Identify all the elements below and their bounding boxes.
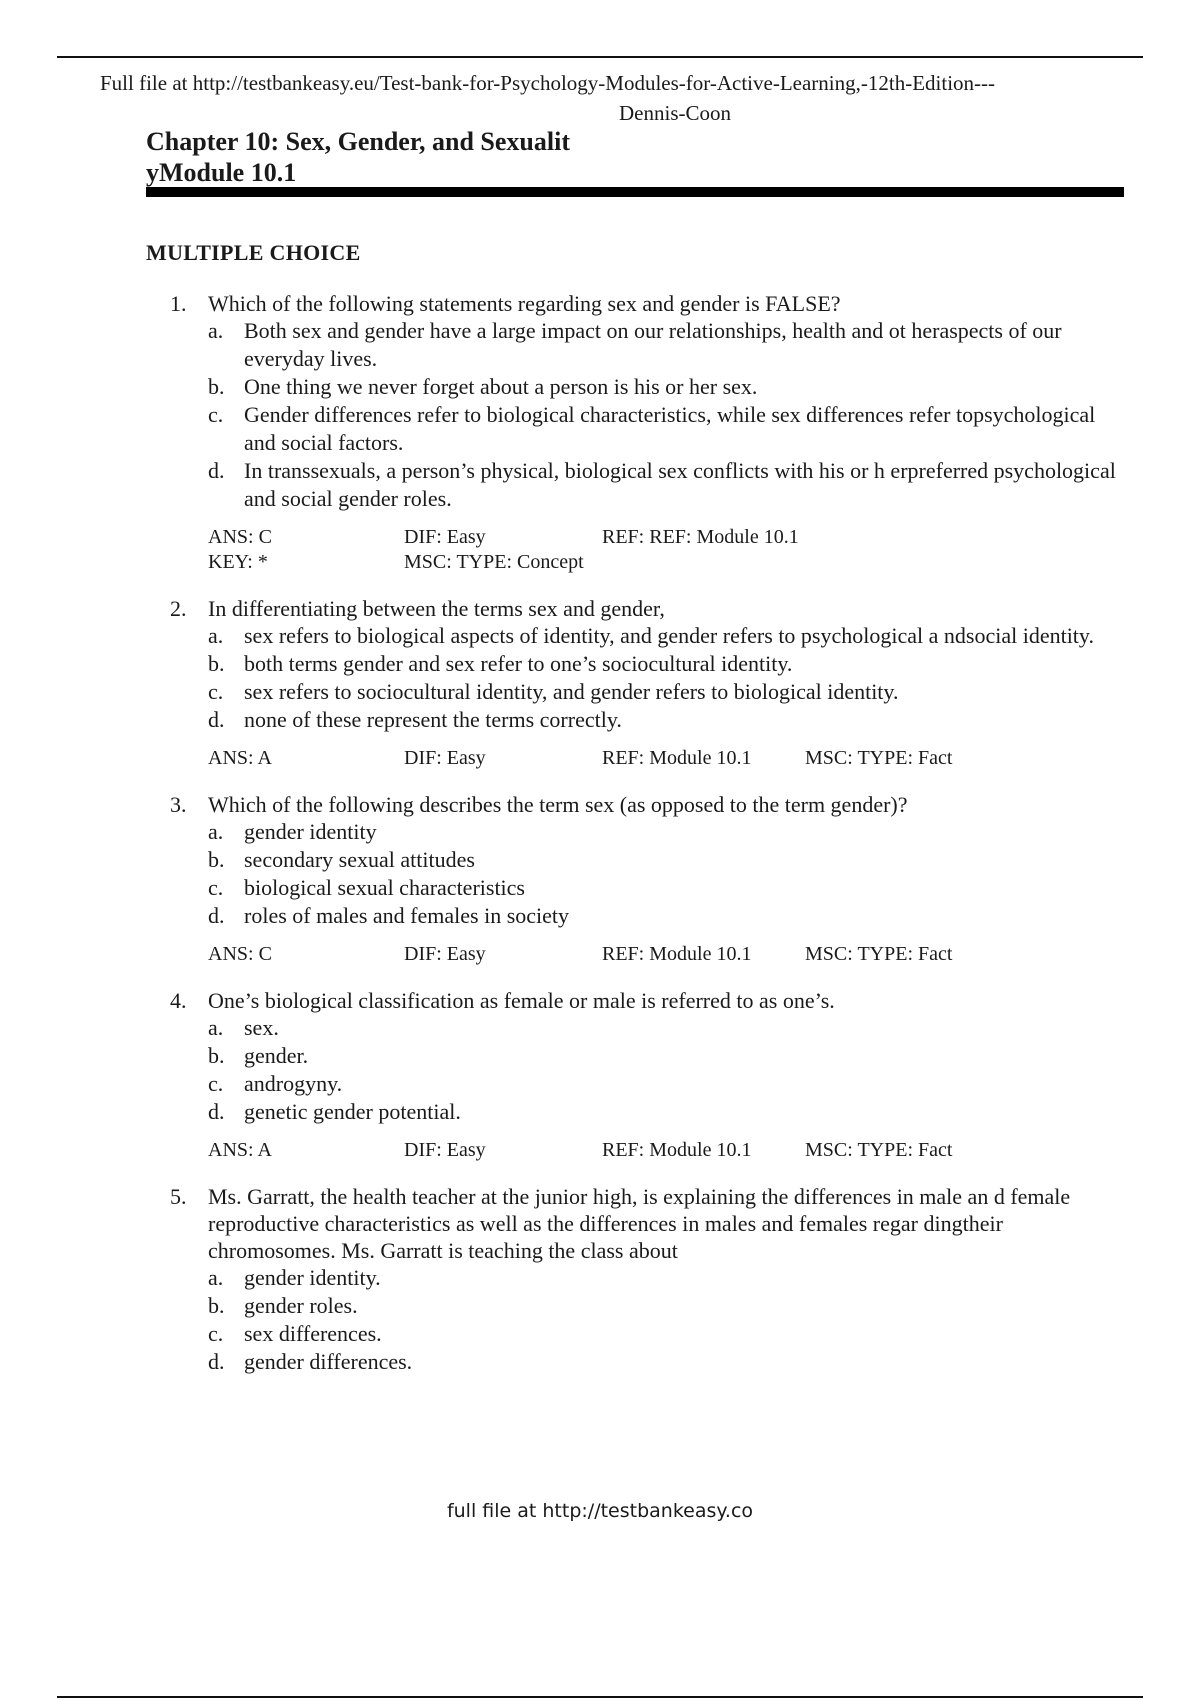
question-item bbox=[146, 290, 1126, 575]
metadata-field: REF: Module 10.1 bbox=[602, 747, 752, 769]
metadata-field: DIF: Easy bbox=[404, 943, 486, 965]
option-text: One thing we never forget about a person is his or her sex. bbox=[244, 374, 758, 399]
question-item bbox=[146, 1183, 1126, 1376]
option-letter: b. bbox=[208, 847, 225, 872]
metadata-field: ANS: A bbox=[208, 747, 272, 769]
top-rule bbox=[57, 56, 1143, 58]
question-text: Ms. Garratt, the health teacher at the junior high, is explaining the differences in male an d female reproductive characteristics as well as the differences in males and females regar dingtheir chromosomes. Ms. Garratt is teaching the class about bbox=[208, 1184, 1071, 1263]
option-text: In transsexuals, a person’s physical, biological sex conflicts with his or h erpreferred psychological and social gender roles. bbox=[244, 458, 1116, 511]
question-item bbox=[146, 987, 1126, 1163]
answer-option bbox=[146, 846, 1126, 874]
option-text: gender identity. bbox=[244, 1265, 381, 1290]
question-text: Which of the following statements regarding sex and gender is FALSE? bbox=[208, 291, 841, 316]
metadata-field: MSC: TYPE: Fact bbox=[805, 747, 953, 769]
answer-option bbox=[146, 678, 1126, 706]
metadata-row bbox=[208, 942, 1126, 967]
option-letter: c. bbox=[208, 1321, 224, 1346]
question-list bbox=[146, 290, 1126, 1396]
option-letter: b. bbox=[208, 651, 225, 676]
option-letter: d. bbox=[208, 1349, 225, 1374]
question-stem bbox=[146, 987, 1126, 1014]
metadata-row bbox=[208, 550, 1126, 575]
option-text: sex refers to biological aspects of identity, and gender refers to psychological a ndsocial identity. bbox=[244, 623, 1094, 648]
chapter-title-line1: Chapter 10: Sex, Gender, and Sexualit bbox=[146, 127, 570, 156]
option-letter: c. bbox=[208, 402, 224, 427]
metadata-field: MSC: TYPE: Fact bbox=[805, 1139, 953, 1161]
footer-url: full file at http://testbankeasy.co bbox=[446, 1500, 754, 1522]
answer-metadata bbox=[208, 525, 1126, 575]
metadata-field: REF: REF: Module 10.1 bbox=[602, 526, 799, 548]
answer-option bbox=[146, 1264, 1126, 1292]
question-stem bbox=[146, 791, 1126, 818]
answer-option bbox=[146, 401, 1126, 457]
option-text: gender identity bbox=[244, 819, 377, 844]
option-text: gender differences. bbox=[244, 1349, 413, 1374]
question-stem bbox=[146, 1183, 1126, 1264]
answer-option bbox=[146, 874, 1126, 902]
metadata-field: DIF: Easy bbox=[404, 526, 486, 548]
answer-option bbox=[146, 1070, 1126, 1098]
metadata-field: MSC: TYPE: Concept bbox=[404, 551, 584, 573]
option-letter: a. bbox=[208, 1015, 224, 1040]
section-title: MULTIPLE CHOICE bbox=[146, 240, 361, 265]
question-number: 3. bbox=[170, 792, 187, 817]
metadata-field: KEY: * bbox=[208, 551, 268, 573]
answer-metadata bbox=[208, 746, 1126, 771]
chapter-divider bbox=[146, 187, 1124, 197]
question-stem bbox=[146, 595, 1126, 622]
question-number: 5. bbox=[170, 1184, 187, 1209]
bottom-rule bbox=[57, 1696, 1143, 1698]
metadata-row bbox=[208, 746, 1126, 771]
option-text: Gender differences refer to biological characteristics, while sex differences refer topsychological and social factors. bbox=[244, 402, 1096, 455]
option-text: biological sexual characteristics bbox=[244, 875, 525, 900]
option-text: Both sex and gender have a large impact on our relationships, health and ot heraspects of our everyday lives. bbox=[244, 318, 1062, 371]
option-letter: a. bbox=[208, 318, 224, 343]
question-text: One’s biological classification as female or male is referred to as one’s. bbox=[208, 988, 835, 1013]
metadata-field: REF: Module 10.1 bbox=[602, 1139, 752, 1161]
header-url-line1: Full file at http://testbankeasy.eu/Test-bank-for-Psychology-Modules-for-Active-Learning,-12th-Edition--- bbox=[100, 71, 996, 95]
metadata-field: ANS: C bbox=[208, 943, 272, 965]
question-stem bbox=[146, 290, 1126, 317]
option-letter: d. bbox=[208, 707, 225, 732]
option-text: secondary sexual attitudes bbox=[244, 847, 475, 872]
question-item bbox=[146, 791, 1126, 967]
answer-option bbox=[146, 706, 1126, 734]
option-text: genetic gender potential. bbox=[244, 1099, 461, 1124]
metadata-row bbox=[208, 1138, 1126, 1163]
header-url-line2: Dennis-Coon bbox=[619, 101, 731, 125]
option-letter: c. bbox=[208, 679, 224, 704]
question-text: Which of the following describes the term sex (as opposed to the term gender)? bbox=[208, 792, 908, 817]
answer-metadata bbox=[208, 1138, 1126, 1163]
option-letter: d. bbox=[208, 458, 225, 483]
option-text: sex refers to sociocultural identity, and gender refers to biological identity. bbox=[244, 679, 899, 704]
question-number: 4. bbox=[170, 988, 187, 1013]
answer-option bbox=[146, 902, 1126, 930]
question-number: 1. bbox=[170, 291, 187, 316]
option-letter: b. bbox=[208, 1293, 225, 1318]
answer-metadata bbox=[208, 942, 1126, 967]
metadata-field: DIF: Easy bbox=[404, 747, 486, 769]
option-letter: d. bbox=[208, 903, 225, 928]
option-text: none of these represent the terms correctly. bbox=[244, 707, 622, 732]
question-text: In differentiating between the terms sex and gender, bbox=[208, 596, 665, 621]
answer-options bbox=[146, 1264, 1126, 1376]
answer-option bbox=[146, 1098, 1126, 1126]
answer-options bbox=[146, 1014, 1126, 1126]
answer-option bbox=[146, 650, 1126, 678]
question-item bbox=[146, 595, 1126, 771]
chapter-title bbox=[146, 126, 570, 188]
answer-option bbox=[146, 622, 1126, 650]
option-letter: c. bbox=[208, 1071, 224, 1096]
answer-options bbox=[146, 622, 1126, 734]
option-text: gender. bbox=[244, 1043, 309, 1068]
answer-option bbox=[146, 457, 1126, 513]
answer-option bbox=[146, 1292, 1126, 1320]
question-number: 2. bbox=[170, 596, 187, 621]
metadata-field: REF: Module 10.1 bbox=[602, 943, 752, 965]
answer-options bbox=[146, 317, 1126, 513]
option-text: sex differences. bbox=[244, 1321, 382, 1346]
option-text: roles of males and females in society bbox=[244, 903, 570, 928]
answer-options bbox=[146, 818, 1126, 930]
option-letter: c. bbox=[208, 875, 224, 900]
metadata-field: MSC: TYPE: Fact bbox=[805, 943, 953, 965]
answer-option bbox=[146, 1348, 1126, 1376]
option-text: gender roles. bbox=[244, 1293, 358, 1318]
metadata-row bbox=[208, 525, 1126, 550]
option-letter: a. bbox=[208, 819, 224, 844]
option-letter: b. bbox=[208, 1043, 225, 1068]
metadata-field bbox=[602, 550, 805, 575]
option-letter: d. bbox=[208, 1099, 225, 1124]
answer-option bbox=[146, 373, 1126, 401]
option-text: androgyny. bbox=[244, 1071, 343, 1096]
option-text: both terms gender and sex refer to one’s sociocultural identity. bbox=[244, 651, 793, 676]
chapter-title-line2: yModule 10.1 bbox=[146, 158, 297, 187]
answer-option bbox=[146, 1320, 1126, 1348]
metadata-field: ANS: A bbox=[208, 1139, 272, 1161]
header-source-url bbox=[100, 68, 1090, 128]
answer-option bbox=[146, 1014, 1126, 1042]
answer-option bbox=[146, 317, 1126, 373]
answer-option bbox=[146, 1042, 1126, 1070]
option-text: sex. bbox=[244, 1015, 279, 1040]
metadata-field: ANS: C bbox=[208, 526, 272, 548]
option-letter: b. bbox=[208, 374, 225, 399]
option-letter: a. bbox=[208, 623, 224, 648]
metadata-field: DIF: Easy bbox=[404, 1139, 486, 1161]
answer-option bbox=[146, 818, 1126, 846]
option-letter: a. bbox=[208, 1265, 224, 1290]
